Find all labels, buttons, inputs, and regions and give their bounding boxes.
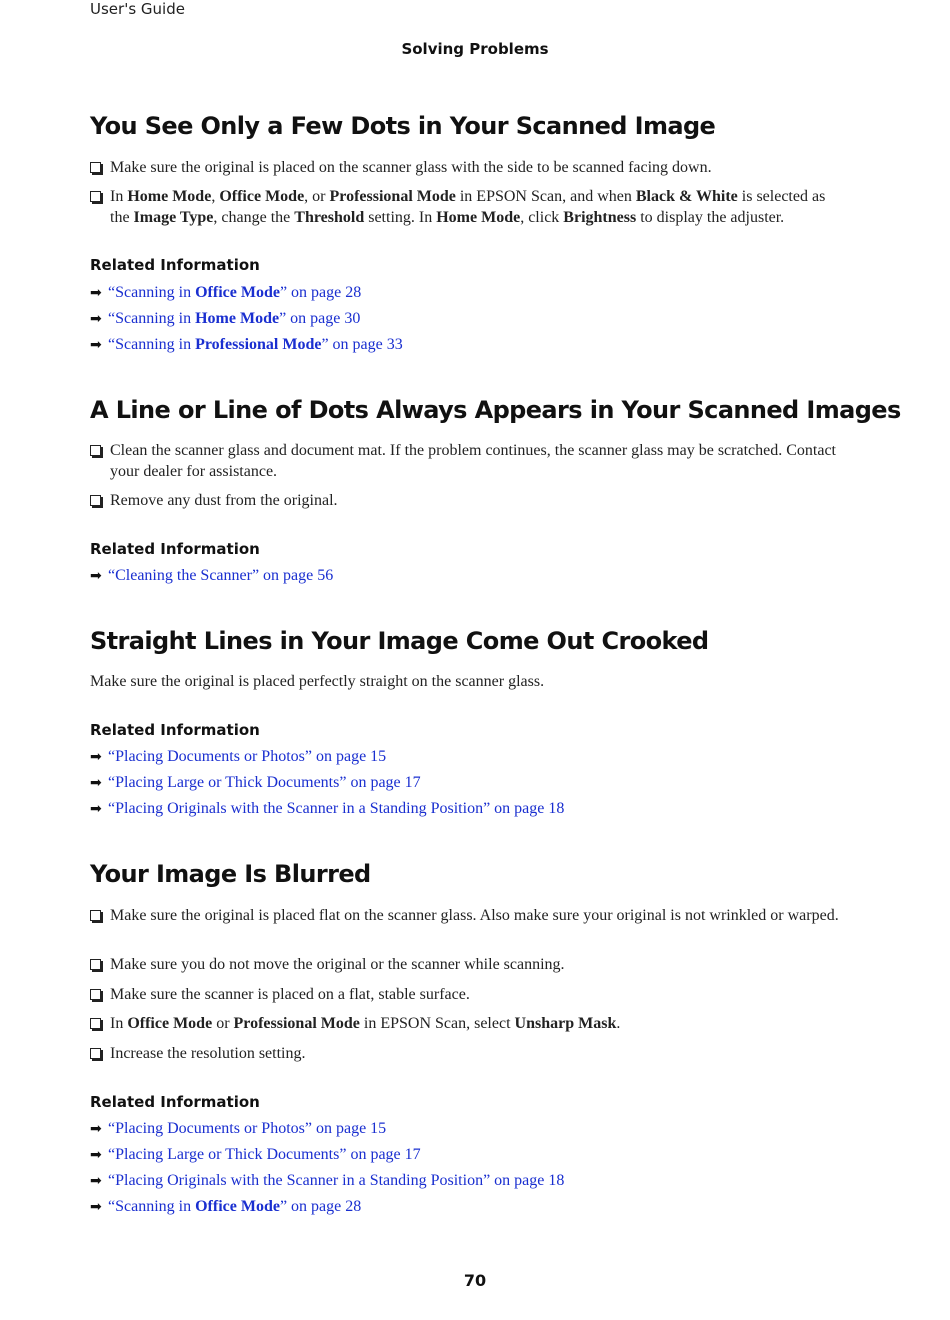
related-link[interactable] [90, 567, 333, 585]
bullet-item [90, 1014, 840, 1035]
bullet-text: Remove any dust from the original. [110, 492, 338, 509]
related-link[interactable] [90, 800, 564, 818]
bullet-item [90, 441, 840, 482]
section-title: You See Only a Few Dots in Your Scanned Image [90, 112, 716, 140]
link-text[interactable]: “Scanning in Office Mode” on page 28 [108, 284, 362, 301]
bold-term: Office Mode [195, 1198, 280, 1215]
bold-term: Professional Mode [329, 188, 456, 205]
bold-term: Home Mode [436, 208, 521, 226]
link-text[interactable]: “Placing Large or Thick Documents” on page 17 [108, 774, 421, 791]
chapter-title: Solving Problems [401, 40, 549, 58]
bold-term: Threshold [294, 208, 365, 226]
bullet-text: In Office Mode or Professional Mode in EPSON Scan, select Unsharp Mask. [110, 1015, 621, 1032]
bullet-text: Make sure the scanner is placed on a flat, stable surface. [110, 986, 470, 1003]
page-number: 70 [463, 1271, 487, 1290]
link-text[interactable]: “Placing Originals with the Scanner in a Standing Position” on page 18 [108, 800, 565, 817]
arrow-right-icon: ➡ [90, 1199, 102, 1215]
bullet-text: Make sure the original is placed flat on the scanner glass. Also make sure your original is not wrinkled or warped. [110, 907, 839, 924]
link-text[interactable]: “Scanning in Office Mode” on page 28 [108, 1198, 362, 1215]
related-link[interactable] [90, 748, 386, 766]
bullet-text: Clean the scanner glass and document mat. If the problem continues, the scanner glass may be scratched. Contact your dealer for assistance. [110, 442, 836, 480]
arrow-right-icon: ➡ [90, 775, 102, 791]
arrow-right-icon: ➡ [90, 285, 102, 301]
bullet-text: Make sure the original is placed on the scanner glass with the side to be scanned facing down. [110, 159, 712, 176]
bullet-item [90, 491, 840, 512]
bold-term: Office Mode [195, 284, 280, 301]
arrow-right-icon: ➡ [90, 337, 102, 353]
section-title: A Line or Line of Dots Always Appears in Your Scanned Images [90, 396, 901, 424]
checkbox-bullet-icon [90, 445, 101, 456]
bold-term: Office Mode [219, 188, 305, 205]
link-text[interactable]: “Scanning in Home Mode” on page 30 [108, 310, 361, 327]
bold-term: Home Mode [127, 188, 212, 205]
related-link[interactable] [90, 774, 421, 792]
checkbox-bullet-icon [90, 1048, 101, 1059]
arrow-right-icon: ➡ [90, 801, 102, 817]
checkbox-bullet-icon [90, 495, 101, 506]
link-text[interactable]: “Cleaning the Scanner” on page 56 [108, 567, 334, 584]
bold-term: Black & White [635, 188, 738, 205]
checkbox-bullet-icon [90, 162, 101, 173]
guide-title: User's Guide [90, 0, 185, 18]
bullet-text: In Home Mode, Office Mode, or Professional Mode in EPSON Scan, and when Black & White is selected as the Image Type, change the Threshold setting. In Home Mode, click Brightness to display the adjuster. [110, 188, 826, 226]
arrow-right-icon: ➡ [90, 568, 102, 584]
bold-term: Brightness [563, 208, 637, 226]
arrow-right-icon: ➡ [90, 311, 102, 327]
related-link[interactable] [90, 284, 361, 302]
section-title: Straight Lines in Your Image Come Out Crooked [90, 627, 709, 655]
checkbox-bullet-icon [90, 959, 101, 970]
link-text[interactable]: “Placing Originals with the Scanner in a Standing Position” on page 18 [108, 1172, 565, 1189]
bullet-item [90, 985, 840, 1006]
bold-term: Home Mode [195, 310, 280, 327]
arrow-right-icon: ➡ [90, 1147, 102, 1163]
related-link[interactable] [90, 1172, 564, 1190]
related-link[interactable] [90, 1146, 421, 1164]
related-link[interactable] [90, 336, 403, 354]
arrow-right-icon: ➡ [90, 1121, 102, 1137]
bold-term: Professional Mode [233, 1015, 360, 1032]
section-paragraph: Make sure the original is placed perfectly straight on the scanner glass. [90, 673, 545, 690]
bullet-item [90, 187, 840, 228]
bullet-item [90, 158, 840, 179]
related-link[interactable] [90, 310, 360, 328]
arrow-right-icon: ➡ [90, 749, 102, 765]
bold-term: Office Mode [127, 1015, 213, 1032]
related-information-heading: Related Information [90, 721, 260, 739]
checkbox-bullet-icon [90, 191, 101, 202]
bullet-text: Increase the resolution setting. [110, 1045, 306, 1062]
checkbox-bullet-icon [90, 989, 101, 1000]
section-title: Your Image Is Blurred [90, 860, 371, 888]
arrow-right-icon: ➡ [90, 1173, 102, 1189]
link-text[interactable]: “Scanning in Professional Mode” on page 33 [108, 336, 403, 353]
related-link[interactable] [90, 1198, 361, 1216]
bold-term: Image Type [133, 208, 214, 226]
checkbox-bullet-icon [90, 910, 101, 921]
bold-term: Professional Mode [195, 336, 322, 353]
link-text[interactable]: “Placing Documents or Photos” on page 15 [108, 1120, 387, 1137]
checkbox-bullet-icon [90, 1018, 101, 1029]
bullet-item [90, 955, 840, 976]
link-text[interactable]: “Placing Large or Thick Documents” on page 17 [108, 1146, 421, 1163]
link-text[interactable]: “Placing Documents or Photos” on page 15 [108, 748, 387, 765]
related-information-heading: Related Information [90, 540, 260, 558]
bullet-item [90, 906, 840, 927]
related-information-heading: Related Information [90, 256, 260, 274]
bold-term: Unsharp Mask [514, 1015, 617, 1032]
bullet-item [90, 1044, 840, 1065]
related-link[interactable] [90, 1120, 386, 1138]
bullet-text: Make sure you do not move the original or the scanner while scanning. [110, 956, 565, 973]
related-information-heading: Related Information [90, 1093, 260, 1111]
